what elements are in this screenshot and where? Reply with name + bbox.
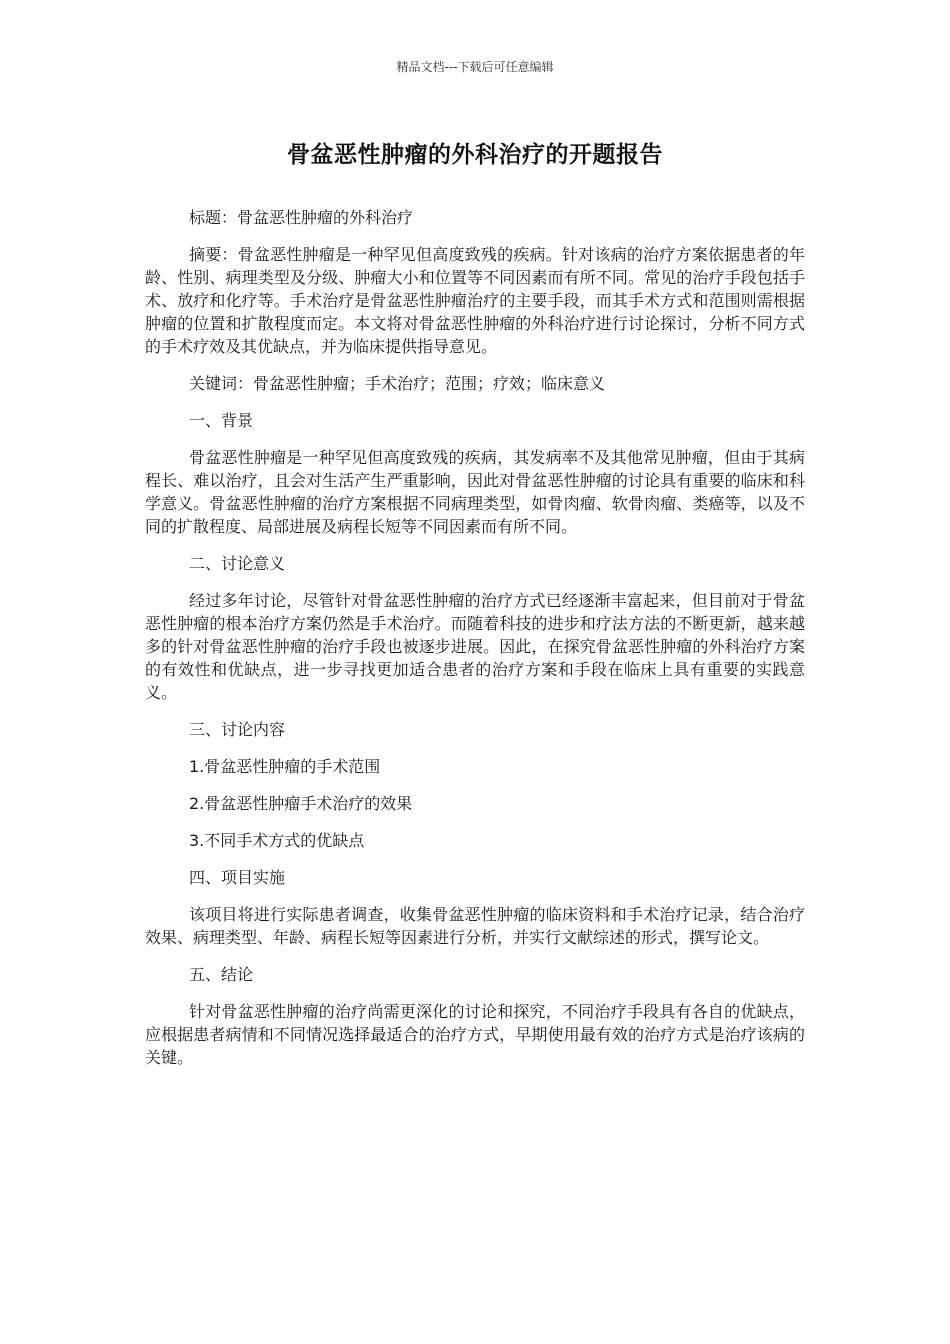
document-body [145, 206, 805, 1083]
section-heading-significance: 二、讨论意义 [189, 554, 286, 573]
section-body-conclusion: 针对骨盆恶性肿瘤的治疗尚需更深化的讨论和探究，不同治疗手段具有各自的优缺点，应根据患者病情和不同情况选择最适合的治疗方式，早期使用最有效的治疗方式是治疗该病的关键。 [145, 1002, 805, 1067]
section-heading-conclusion: 五、结论 [189, 965, 254, 984]
abstract-paragraph: 摘要：骨盆恶性肿瘤是一种罕见但高度致残的疾病。针对该病的治疗方案依据患者的年龄、性别、病理类型及分级、肿瘤大小和位置等不同因素而有所不同。常见的治疗手段包括手术、放疗和化疗等。手术治疗是骨盆恶性肿瘤治疗的主要手段，而其手术方式和范围则需根据肿瘤的位置和扩散程度而定。本文将对骨盆恶性肿瘤的外科治疗进行讨论探讨，分析不同方式的手术疗效及其优缺点，并为临床提供指导意见。 [145, 245, 805, 356]
content-item-2: 2.骨盆恶性肿瘤手术治疗的效果 [189, 794, 413, 813]
section-body-implementation: 该项目将进行实际患者调查，收集骨盆恶性肿瘤的临床资料和手术治疗记录，结合治疗效果、病理类型、年龄、病程长短等因素进行分析，并实行文献综述的形式，撰写论文。 [145, 905, 805, 947]
section-body-background: 骨盆恶性肿瘤是一种罕见但高度致残的疾病，其发病率不及其他常见肿瘤，但由于其病程长、难以治疗，且会对生活产生严重影响，因此对骨盆恶性肿瘤的讨论具有重要的临床和科学意义。骨盆恶性肿瘤的治疗方案根据不同病理类型，如骨肉瘤、软骨肉瘤、类癌等，以及不同的扩散程度、局部进展及病程长短等不同因素而有所不同。 [145, 448, 805, 536]
document-title: 骨盆恶性肿瘤的外科治疗的开题报告 [287, 142, 663, 168]
header-note: 精品文档---下载后可任意编辑 [396, 60, 554, 74]
keywords-line: 关键词：骨盆恶性肿瘤；手术治疗；范围；疗效；临床意义 [189, 374, 606, 393]
section-heading-implementation: 四、项目实施 [189, 868, 286, 887]
content-item-1: 1.骨盆恶性肿瘤的手术范围 [189, 757, 381, 776]
section-heading-background: 一、背景 [189, 411, 254, 430]
content-item-3: 3.不同手术方式的优缺点 [189, 831, 365, 850]
section-body-significance: 经过多年讨论，尽管针对骨盆恶性肿瘤的治疗方式已经逐渐丰富起来，但目前对于骨盆恶性肿瘤的根本治疗方案仍然是手术治疗。而随着科技的进步和疗法方法的不断更新，越来越多的针对骨盆恶性肿瘤的治疗手段也被逐步进展。因此，在探究骨盆恶性肿瘤的外科治疗方案的有效性和优缺点，进一步寻找更加适合患者的治疗方案和手段在临床上具有重要的实践意义。 [145, 591, 805, 702]
subject-line: 标题：骨盆恶性肿瘤的外科治疗 [189, 208, 414, 227]
section-heading-content: 三、讨论内容 [189, 720, 286, 739]
